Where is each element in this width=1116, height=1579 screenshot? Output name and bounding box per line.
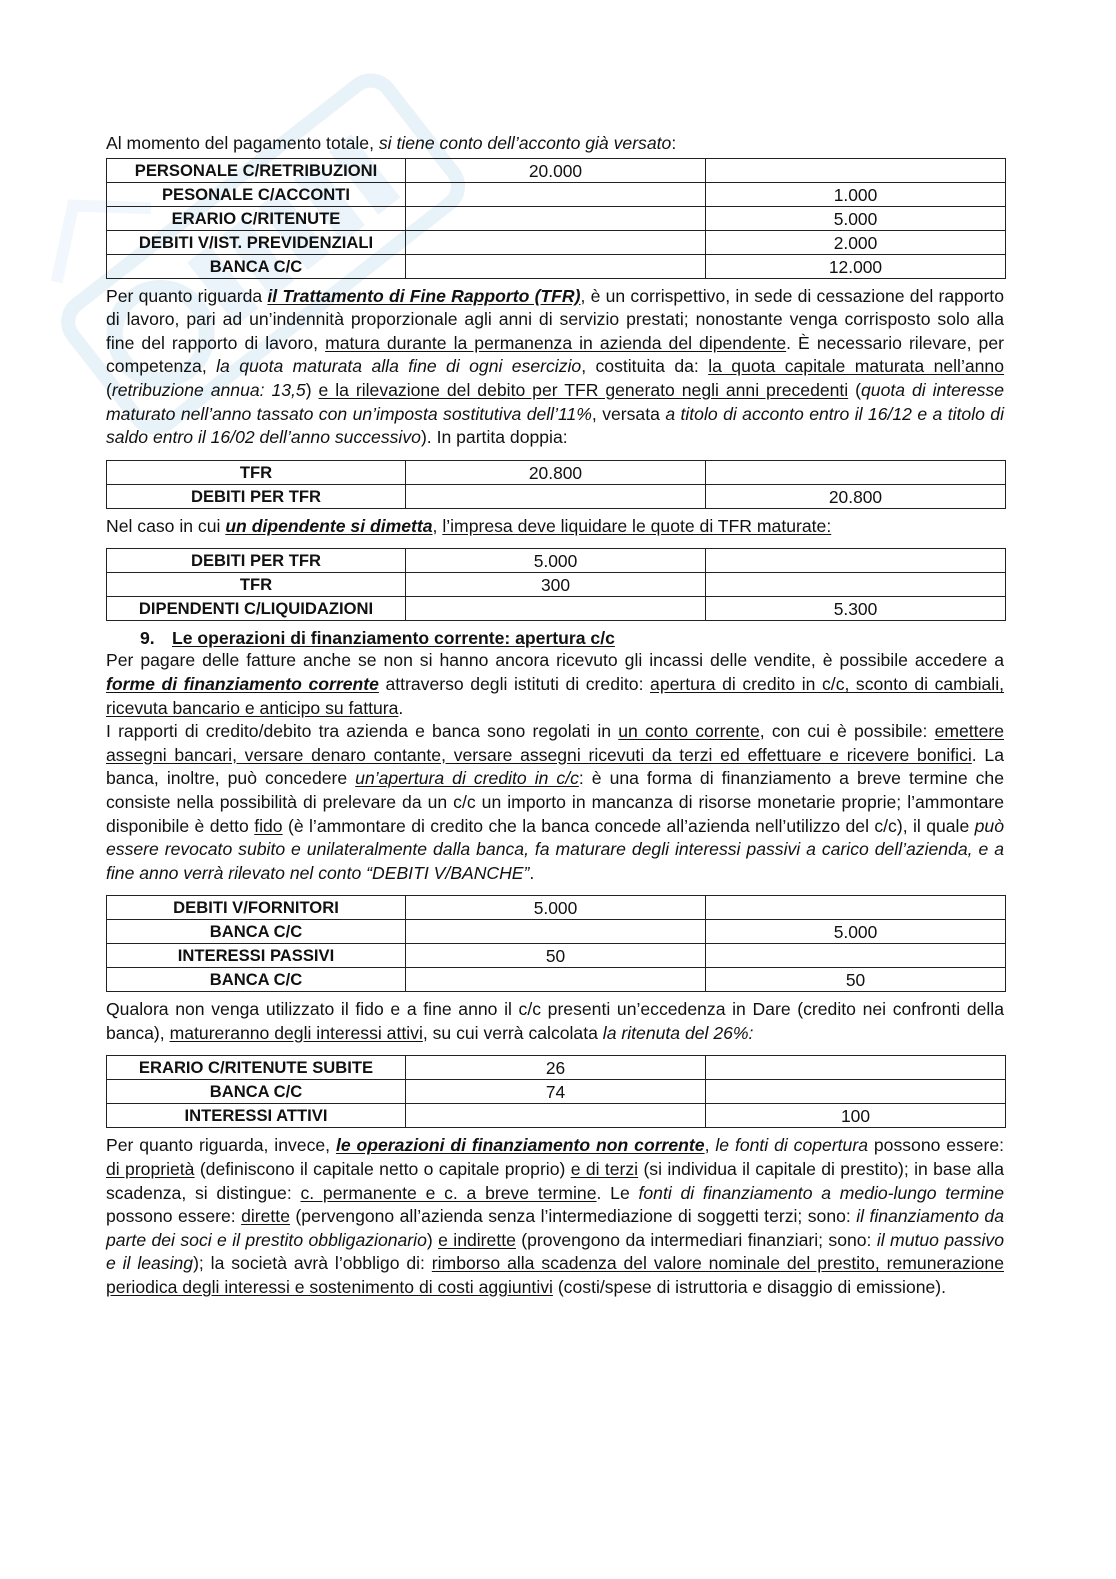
credit-cell: 100 [706,1104,1006,1128]
table-row [107,944,1006,968]
account-cell: PERSONALE C/RETRIBUZIONI [107,158,406,182]
account-cell: BANCA C/C [107,920,406,944]
table-row [107,158,1006,182]
credit-cell [706,573,1006,597]
financing-paragraph-1: Per pagare delle fatture anche se non si hanno ancora ricevuto gli incassi delle vendite, è possibile accedere a forme di finanziamento corrente attraverso degli istituti di credito: apertura di credito in c/c, sconto di cambiali, ricevuta bancario e anticipo su fattura. [106,650,1005,718]
financing-paragraph-2: I rapporti di credito/debito tra azienda e banca sono regolati in un conto corrente, con cui è possibile: emettere assegni bancari, versare denaro contante, versare assegni ricevuti da terzi ed effettuare e ricevere bonifici. La banca, inoltre, può concedere un’apertura di credito in c/c: è una forma di finanziamento a breve termine che consiste nella possibilità di prelevare da un c/c un importo in mancanza di risorse monetarie proprie; l’ammontare disponibile è detto fido (è l’ammontare di credito che la banca concede all’azienda nell’utilizzo del c/c), il quale può essere revocato subito e unilateralmente dalla banca, fa maturare degli interessi passivi a carico dell’azienda, e a fine anno verrà rilevato nel conto “DEBITI V/BANCHE”. [106,721,1004,883]
table-row [107,597,1006,621]
table-row [107,1104,1006,1128]
debit-cell [406,254,706,278]
debit-cell [406,206,706,230]
debit-cell: 5.000 [406,549,706,573]
table-row [107,254,1006,278]
credit-cell: 50 [706,968,1006,992]
debit-cell [406,182,706,206]
credit-cell: 12.000 [706,254,1006,278]
journal-table-liquidation [106,548,1006,621]
account-cell: DEBITI V/IST. PREVIDENZIALI [107,230,406,254]
journal-table-bank [106,895,1006,992]
document-page [106,132,1004,1300]
table-row [107,1080,1006,1104]
debit-cell: 5.000 [406,896,706,920]
section-heading: 9. Le operazioni di finanziamento corrente: apertura c/c [140,628,615,649]
account-cell: DEBITI PER TFR [107,484,406,508]
debit-cell [406,484,706,508]
table-row [107,896,1006,920]
journal-table-tfr [106,460,1006,509]
credit-cell [706,549,1006,573]
table-row [107,1056,1006,1080]
debit-cell [406,968,706,992]
account-cell: DIPENDENTI C/LIQUIDAZIONI [107,597,406,621]
table-row [107,230,1006,254]
interest-paragraph: Qualora non venga utilizzato il fido e a fine anno il c/c presenti un’eccedenza in Dare (credito nei confronti della banca), matureranno degli interessi attivi, su cui verrà calcolata la ritenuta del 26%: [106,999,1004,1043]
credit-cell [706,1080,1006,1104]
debit-cell [406,1104,706,1128]
tfr-paragraph: Per quanto riguarda il Trattamento di Fine Rapporto (TFR), è un corrispettivo, in sede di cessazione del rapporto di lavoro, pari ad un’indennità proporzionale agli anni di servizio prestati; nonostante venga corrisposto solo alla fine del rapporto di lavoro, matura durante la permanenza in azienda del dipendente. È necessario rilevare, per competenza, la quota maturata alla fine di ogni esercizio, costituita da: la quota capitale maturata nell’anno (retribuzione annua: 13,5) e la rilevazione del debito per TFR generato negli anni precedenti (quota di interesse maturato nell’anno tassato con un’imposta sostitutiva dell’11%, versata a titolo di acconto entro il 16/12 e a titolo di saldo entro il 16/02 dell’anno successivo). In partita doppia: [106,285,1005,448]
account-cell: BANCA C/C [107,254,406,278]
table-row [107,206,1006,230]
account-cell: BANCA C/C [107,968,406,992]
credit-cell [706,1056,1006,1080]
account-cell: DEBITI V/FORNITORI [107,896,406,920]
debit-cell [406,920,706,944]
debit-cell [406,230,706,254]
debit-cell: 20.800 [406,460,706,484]
journal-table-interest [106,1055,1006,1128]
debit-cell [406,597,706,621]
account-cell: ERARIO C/RITENUTE [107,206,406,230]
table-row [107,182,1006,206]
credit-cell [706,896,1006,920]
credit-cell [706,944,1006,968]
table-row [107,968,1006,992]
account-cell: TFR [107,460,406,484]
account-cell: BANCA C/C [107,1080,406,1104]
debit-cell: 50 [406,944,706,968]
credit-cell: 5.000 [706,206,1006,230]
credit-cell: 20.800 [706,484,1006,508]
account-cell: INTERESSI PASSIVI [107,944,406,968]
account-cell: DEBITI PER TFR [107,549,406,573]
credit-cell [706,460,1006,484]
dimissioni-paragraph: Nel caso in cui un dipendente si dimetta, l’impresa deve liquidare le quote di TFR maturate: [106,515,832,536]
table-row [107,573,1006,597]
credit-cell: 2.000 [706,230,1006,254]
debit-cell: 300 [406,573,706,597]
debit-cell: 20.000 [406,158,706,182]
table-row [107,549,1006,573]
intro-paragraph: Al momento del pagamento totale, si tiene conto dell’acconto già versato: [106,133,677,153]
account-cell: INTERESSI ATTIVI [107,1104,406,1128]
credit-cell [706,158,1006,182]
credit-cell: 1.000 [706,182,1006,206]
debit-cell: 26 [406,1056,706,1080]
table-row [107,920,1006,944]
debit-cell: 74 [406,1080,706,1104]
credit-cell: 5.300 [706,597,1006,621]
account-cell: TFR [107,573,406,597]
credit-cell: 5.000 [706,920,1006,944]
non-current-financing-paragraph: Per quanto riguarda, invece, le operazioni di finanziamento non corrente, le fonti di copertura possono essere: di proprietà (definiscono il capitale netto o capitale proprio) e di terzi (si individua il capitale di prestito); in base alla scadenza, si distingue: c. permanente e c. a breve termine. Le fonti di finanziamento a medio-lungo termine possono essere: dirette (pervengono all’azienda senza l’intermediazione di soggetti terzi; sono: il finanziamento da parte dei soci e il prestito obbligazionario) e indirette (provengono da intermediari finanziari; sono: il mutuo passivo e il leasing); la società avrà l’obbligo di: rimborso alla scadenza del valore nominale del prestito, remunerazione periodica degli interessi e sostenimento di costi aggiuntivi (costi/spese di istruttoria e disaggio di emissione). [106,1135,1005,1298]
table-row [107,484,1006,508]
journal-table-salary-payment [106,158,1006,279]
table-row [107,460,1006,484]
account-cell: PESONALE C/ACCONTI [107,182,406,206]
account-cell: ERARIO C/RITENUTE SUBITE [107,1056,406,1080]
